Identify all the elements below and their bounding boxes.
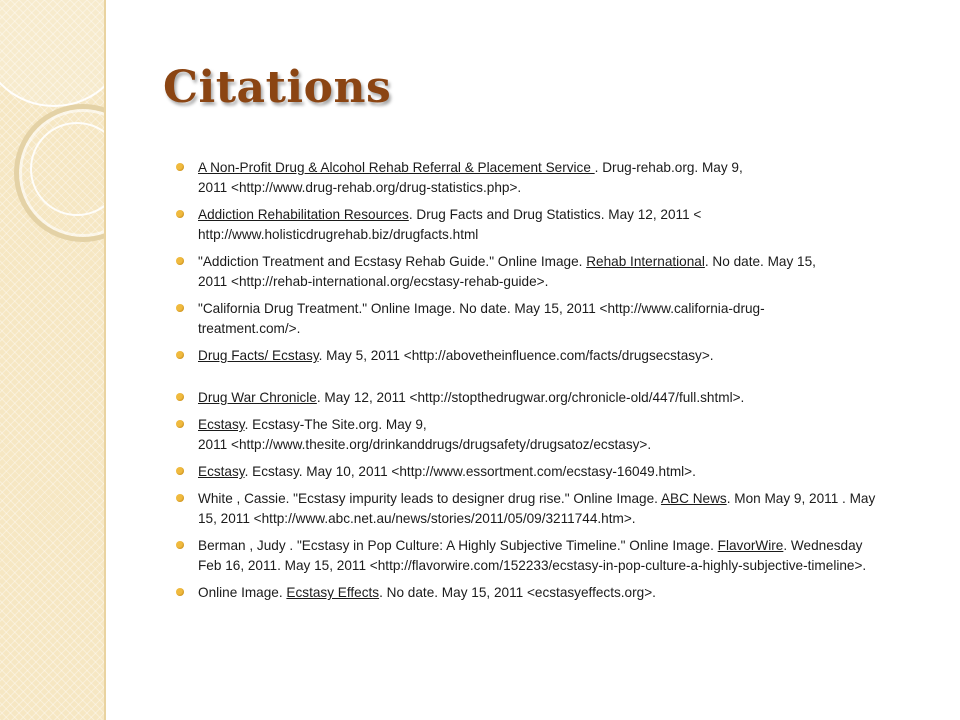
bullet-icon xyxy=(176,588,184,596)
citation-item xyxy=(176,536,916,576)
citation-text: . Drug-rehab.org. May 9, xyxy=(594,160,743,175)
citation-text-continued: 2011 <http://www.thesite.org/drinkanddrugs/drugsafety/drugsatoz/ecstasy>. xyxy=(198,437,652,452)
citation-source-link[interactable]: FlavorWire xyxy=(717,538,784,553)
bullet-icon xyxy=(176,494,184,502)
citation-text: "Addiction Treatment and Ecstasy Rehab Guide." Online Image. xyxy=(198,254,587,269)
citation-text-continued: http://www.holisticdrugrehab.biz/drugfacts.html xyxy=(198,227,479,242)
citation-text-continued: 2011 <http://www.drug-rehab.org/drug-statistics.php>. xyxy=(198,180,522,195)
bullet-icon xyxy=(176,304,184,312)
citation-text: Online Image. xyxy=(198,585,287,600)
bullet-icon xyxy=(176,257,184,265)
citation-text: . Wednesday xyxy=(783,538,863,553)
bullet-icon xyxy=(176,163,184,171)
citation-item xyxy=(176,158,916,198)
bullet-icon xyxy=(176,351,184,359)
citation-source-link[interactable]: ABC News xyxy=(660,491,727,506)
citation-text: "California Drug Treatment." Online Image. No date. May 15, 2011 <http://www.california-drug- xyxy=(198,301,765,316)
citation-source-link[interactable]: Addiction Rehabilitation Resources xyxy=(198,207,409,222)
bullet-icon xyxy=(176,210,184,218)
slide-title: Citations xyxy=(163,62,392,113)
citation-item xyxy=(176,346,916,366)
citation-source-link[interactable]: Rehab International xyxy=(586,254,705,269)
bullet-icon xyxy=(176,393,184,401)
citation-item xyxy=(176,205,916,245)
bullet-icon xyxy=(176,467,184,475)
citation-source-link[interactable]: Ecstasy Effects xyxy=(286,585,380,600)
citation-item xyxy=(176,252,916,292)
citation-item xyxy=(176,415,916,455)
decorative-circle xyxy=(0,0,106,107)
citation-source-link[interactable]: Ecstasy xyxy=(198,417,245,432)
citation-text: . Mon May 9, 2011 . May xyxy=(726,491,876,506)
citation-source-link[interactable]: A Non-Profit Drug & Alcohol Rehab Referral & Placement Service xyxy=(198,160,595,175)
citation-text: . No date. May 15, 2011 <ecstasyeffects.org>. xyxy=(379,585,656,600)
bullet-icon xyxy=(176,420,184,428)
citation-text: . Ecstasy-The Site.org. May 9, xyxy=(244,417,427,432)
citation-item xyxy=(176,489,916,529)
citation-text: . No date. May 15, xyxy=(704,254,816,269)
sidebar-divider xyxy=(104,0,106,720)
citation-source-link[interactable]: Ecstasy xyxy=(198,464,245,479)
citation-item xyxy=(176,388,916,408)
citation-text: . May 12, 2011 <http://stopthedrugwar.org/chronicle-old/447/full.shtml>. xyxy=(316,390,745,405)
citation-text-continued: Feb 16, 2011. May 15, 2011 <http://flavorwire.com/152233/ecstasy-in-pop-culture-a-highly-subjective-timeline>. xyxy=(198,558,867,573)
citation-text: Berman , Judy . "Ecstasy in Pop Culture: A Highly Subjective Timeline." Online Image. xyxy=(198,538,718,553)
citation-list xyxy=(176,158,916,610)
citation-text-continued: treatment.com/>. xyxy=(198,321,301,336)
citation-item xyxy=(176,299,916,339)
citation-item xyxy=(176,583,916,603)
citation-text: . Drug Facts and Drug Statistics. May 12, 2011 < xyxy=(408,207,702,222)
citation-text-continued: 15, 2011 <http://www.abc.net.au/news/stories/2011/05/09/3211744.htm>. xyxy=(198,511,636,526)
citation-text-continued: 2011 <http://rehab-international.org/ecstasy-rehab-guide>. xyxy=(198,274,549,289)
decorative-sidebar xyxy=(0,0,106,720)
bullet-icon xyxy=(176,541,184,549)
citation-source-link[interactable]: Drug Facts/ Ecstasy xyxy=(198,348,319,363)
citation-text: . May 5, 2011 <http://abovetheinfluence.com/facts/drugsecstasy>. xyxy=(318,348,714,363)
citation-text: White , Cassie. "Ecstasy impurity leads to designer drug rise." Online Image. xyxy=(198,491,661,506)
citation-item xyxy=(176,462,916,482)
citation-text: . Ecstasy. May 10, 2011 <http://www.essortment.com/ecstasy-16049.html>. xyxy=(244,464,696,479)
citation-source-link[interactable]: Drug War Chronicle xyxy=(198,390,317,405)
